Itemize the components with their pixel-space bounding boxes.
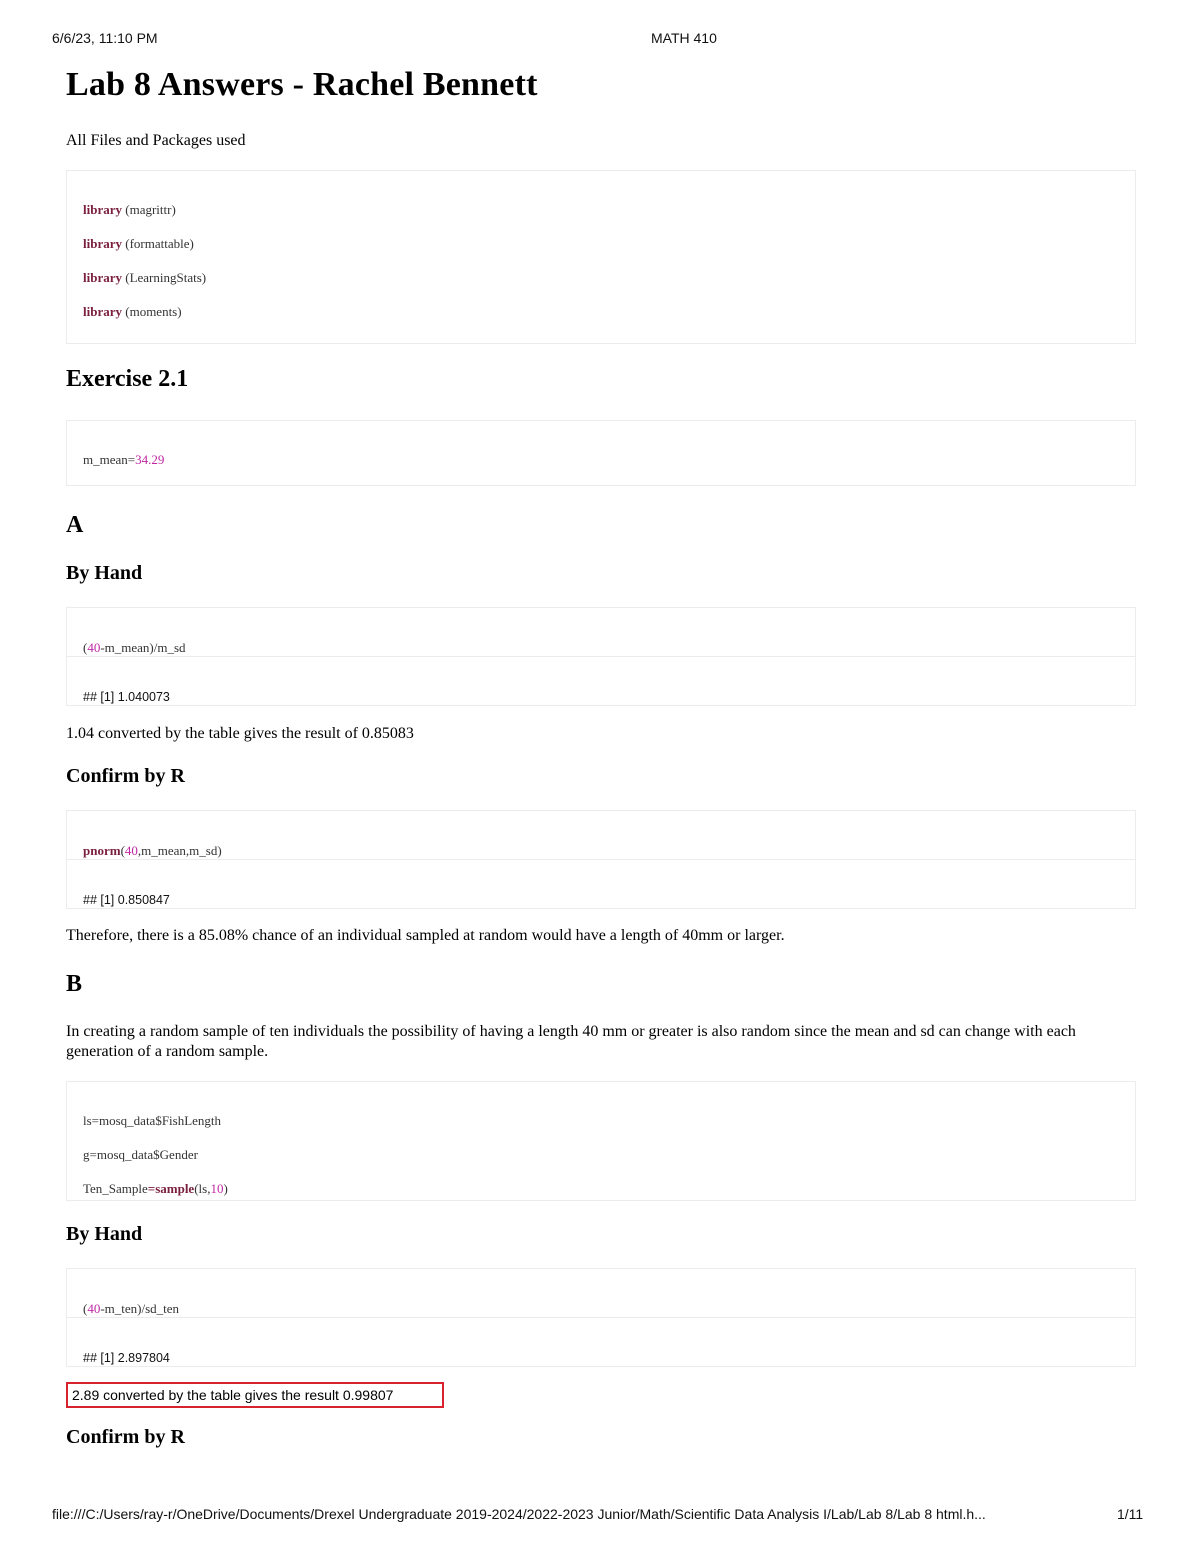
section-b-heading: B bbox=[66, 971, 83, 997]
code-line: (40-m_ten)/sd_ten bbox=[83, 1301, 180, 1316]
code-text: (LearningStats) bbox=[122, 270, 207, 285]
print-course-title: MATH 410 bbox=[651, 30, 717, 46]
a-confirm-output-block bbox=[66, 859, 1136, 909]
setup-code-block bbox=[66, 170, 1136, 344]
code-output: ## [1] 1.040073 bbox=[83, 690, 170, 704]
print-page-number: 1/11 bbox=[1117, 1506, 1144, 1522]
section-b-confirm-heading: Confirm by R bbox=[66, 1426, 185, 1448]
code-text: (formattable) bbox=[122, 236, 194, 251]
section-a-confirm-heading: Confirm by R bbox=[66, 765, 185, 787]
a-by-hand-code-block bbox=[66, 607, 1136, 657]
a-by-hand-output-block bbox=[66, 656, 1136, 706]
code-line bbox=[83, 1180, 1119, 1198]
code-line: pnorm(40,m_mean,m_sd) bbox=[83, 843, 222, 858]
code-line bbox=[83, 235, 1119, 253]
a-conclusion-text: Therefore, there is a 85.08% chance of an individual sampled at random would have a length of 40mm or larger. bbox=[66, 927, 785, 944]
b-by-hand-code-block bbox=[66, 1268, 1136, 1318]
code-line: (40-m_mean)/m_sd bbox=[83, 640, 186, 655]
keyword: library bbox=[83, 236, 122, 251]
code-output: ## [1] 0.850847 bbox=[83, 893, 170, 907]
keyword: pnorm bbox=[83, 843, 121, 858]
number-literal: 10 bbox=[210, 1181, 224, 1196]
code-line bbox=[83, 303, 1119, 321]
highlighted-result-box bbox=[66, 1382, 444, 1408]
section-a-heading: A bbox=[66, 512, 84, 538]
code-output: ## [1] 2.897804 bbox=[83, 1351, 170, 1365]
code-line: ls=mosq_data$FishLength bbox=[83, 1113, 222, 1128]
code-text: ) bbox=[223, 1181, 228, 1196]
section-a-by-hand-heading: By Hand bbox=[66, 562, 143, 584]
code-text: (moments) bbox=[122, 304, 182, 319]
number-literal: 40 bbox=[87, 640, 101, 655]
code-line bbox=[83, 485, 1119, 486]
code-text: -m_mean)/m_sd bbox=[100, 640, 186, 655]
b-sample-code-block bbox=[66, 1081, 1136, 1201]
keyword: library bbox=[83, 304, 122, 319]
b-by-hand-output-block bbox=[66, 1317, 1136, 1367]
code-text: (magrittr) bbox=[122, 202, 176, 217]
code-text: Ten_Sample bbox=[83, 1181, 148, 1196]
highlighted-result-text: 2.89 converted by the table gives the result 0.99807 bbox=[72, 1387, 394, 1403]
section-b-description: In creating a random sample of ten individuals the possibility of having a length 40 mm or greater is also random since the mean and sd can change with each generation of a random sample. bbox=[66, 1023, 1076, 1060]
code-line bbox=[83, 201, 1119, 219]
keyword: =sample bbox=[147, 1181, 195, 1196]
intro-text: All Files and Packages used bbox=[66, 132, 246, 149]
code-line: g=mosq_data$Gender bbox=[83, 1147, 198, 1162]
print-datetime: 6/6/23, 11:10 PM bbox=[52, 30, 158, 46]
exercise-heading: Exercise 2.1 bbox=[66, 366, 189, 392]
params-code-block bbox=[66, 420, 1136, 486]
code-text: m_mean= bbox=[83, 452, 136, 467]
code-text: (ls, bbox=[194, 1181, 211, 1196]
print-file-path: file:///C:/Users/ray-r/OneDrive/Documents/Drexel Undergraduate 2019-2024/2022-2023 Junior/Math/Scientific Data Analysis I/Lab/Lab 8/Lab 8 html.h... bbox=[52, 1506, 986, 1522]
section-b-by-hand-heading: By Hand bbox=[66, 1223, 143, 1245]
keyword: library bbox=[83, 270, 122, 285]
number-literal: 34.29 bbox=[135, 452, 165, 467]
a-confirm-code-block bbox=[66, 810, 1136, 860]
number-literal: 40 bbox=[124, 843, 138, 858]
code-text: -m_ten)/sd_ten bbox=[100, 1301, 180, 1316]
page-title: Lab 8 Answers - Rachel Bennett bbox=[66, 66, 538, 103]
number-literal: 40 bbox=[87, 1301, 101, 1316]
code-blank-line bbox=[83, 337, 1119, 344]
a-by-hand-result-text: 1.04 converted by the table gives the result of 0.85083 bbox=[66, 725, 414, 742]
code-line bbox=[83, 451, 1119, 469]
code-line bbox=[83, 269, 1119, 287]
code-text: ,m_mean,m_sd) bbox=[137, 843, 222, 858]
keyword: library bbox=[83, 202, 122, 217]
